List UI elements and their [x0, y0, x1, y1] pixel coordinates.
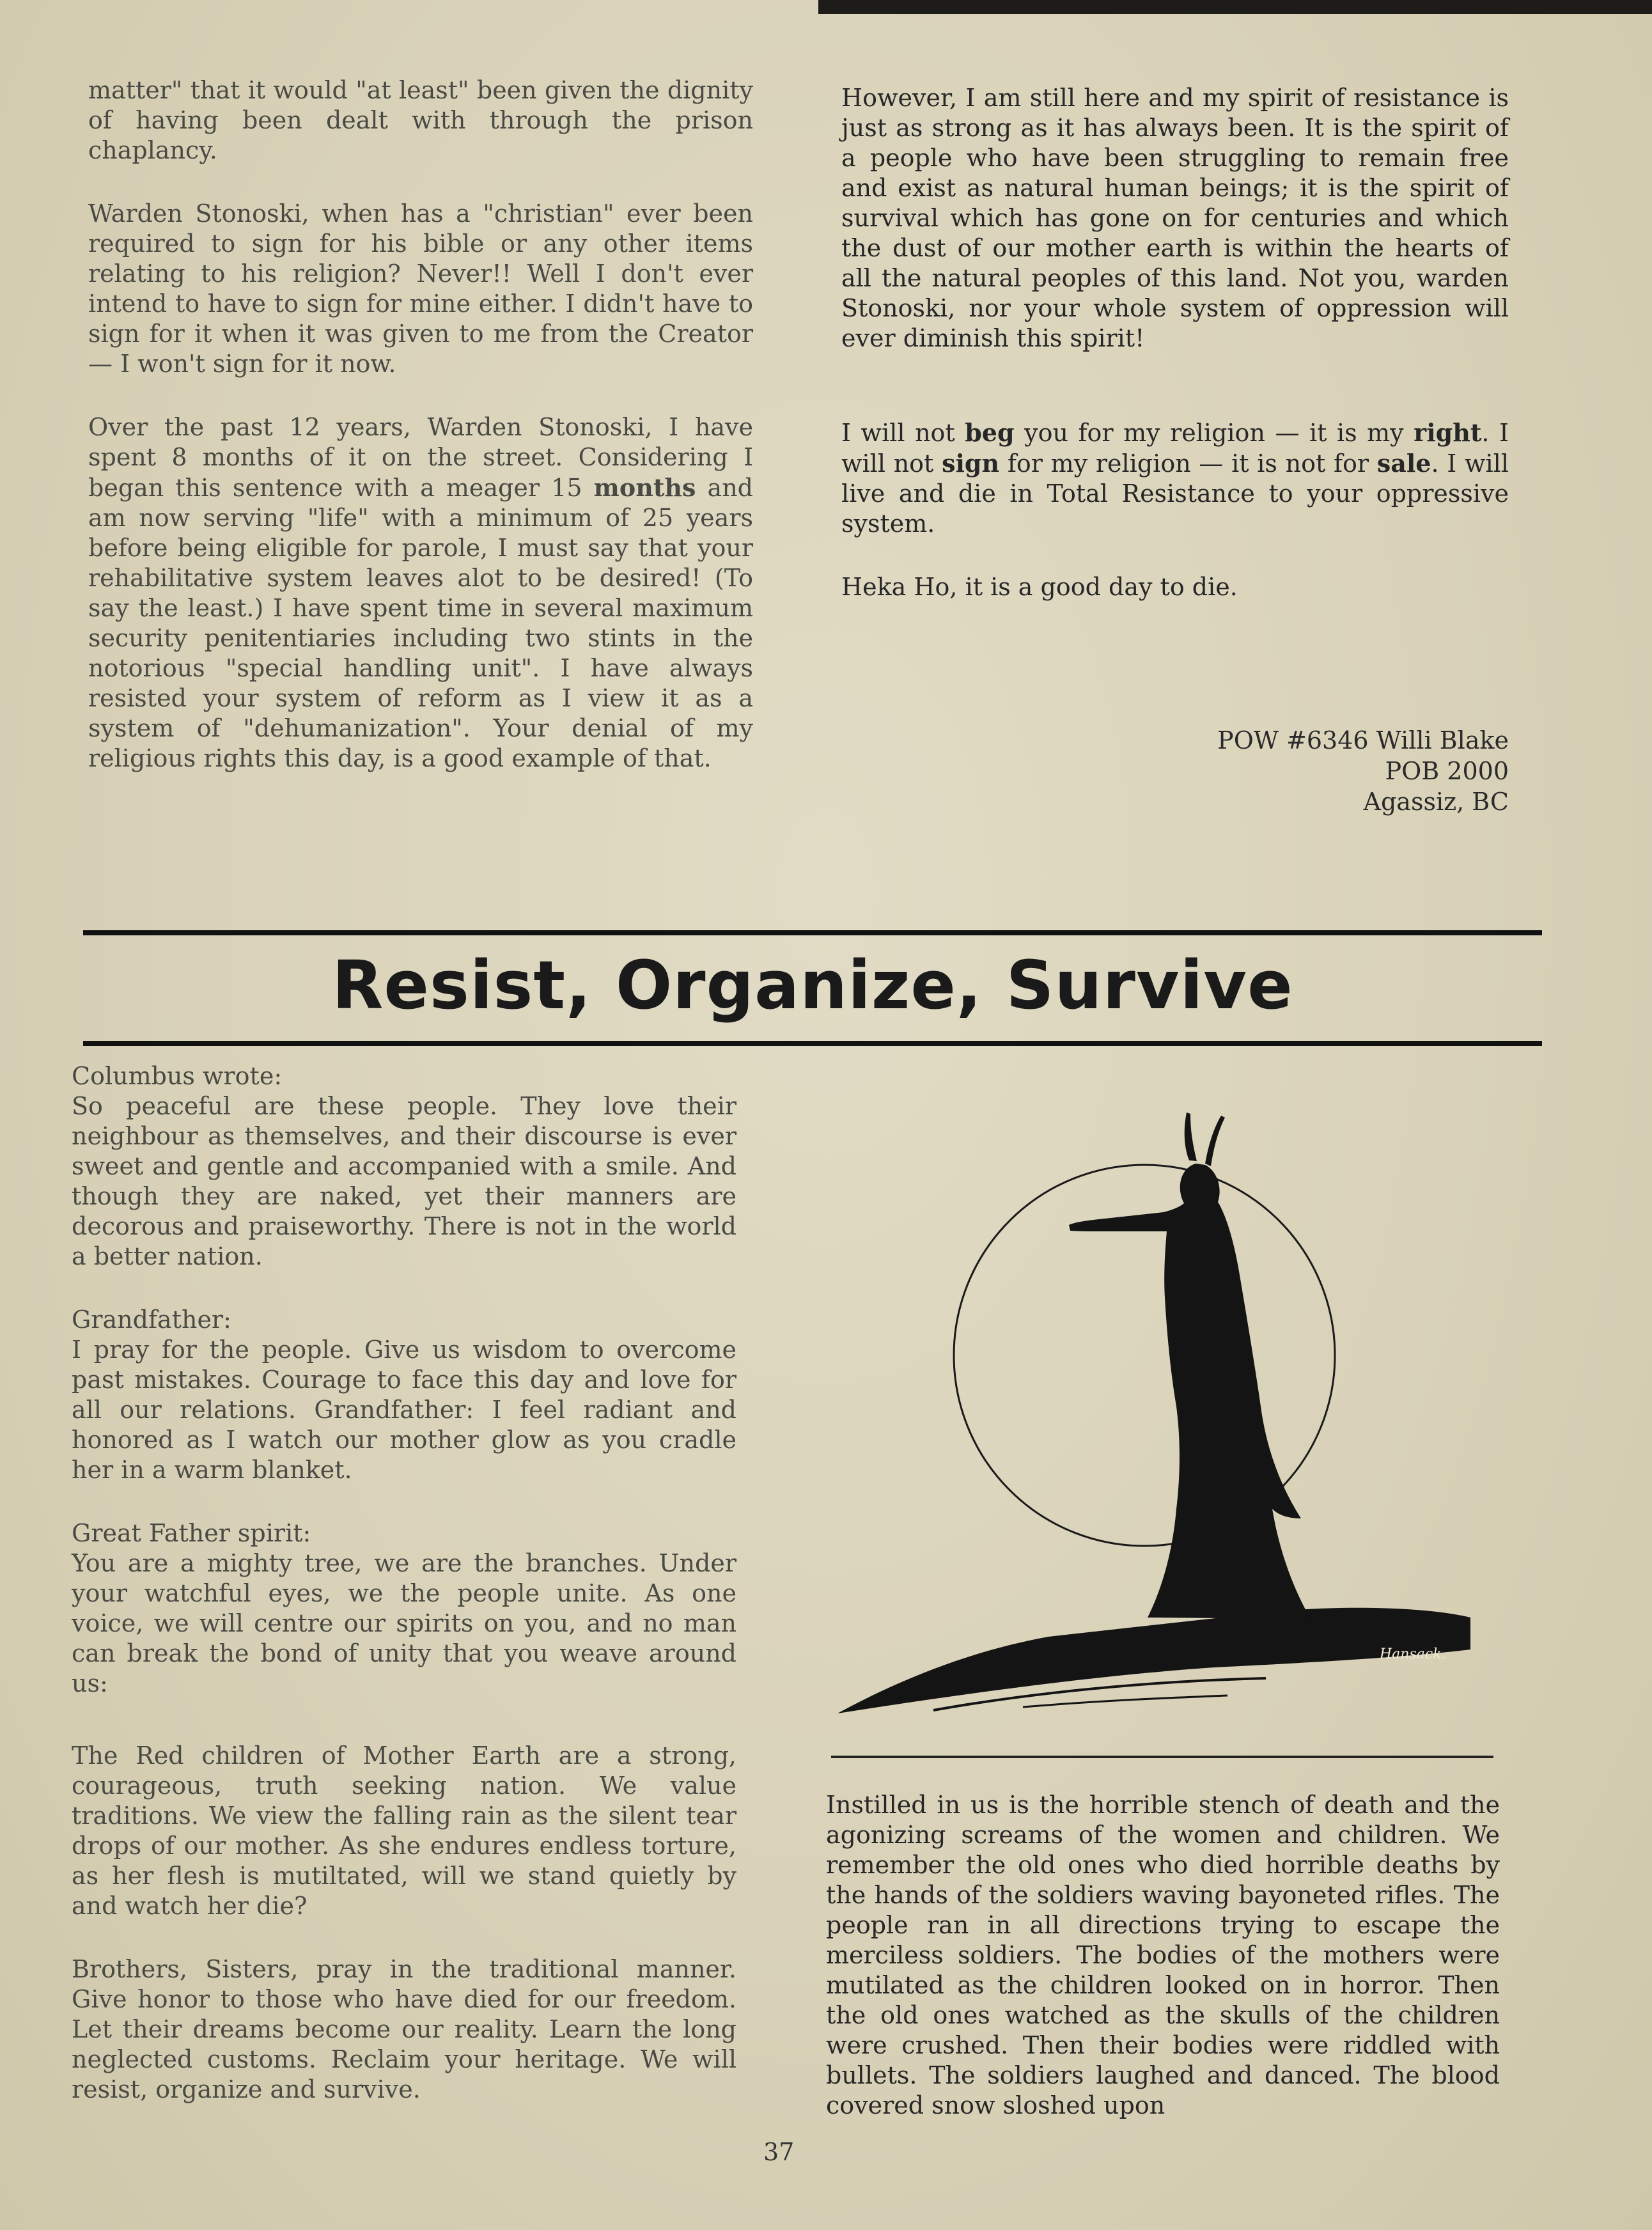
quote-label: Columbus wrote: — [72, 1062, 283, 1090]
headline-rule-bottom — [83, 1041, 1542, 1046]
letter-column-left — [88, 75, 753, 774]
signature-line: POB 2000 — [1385, 757, 1509, 785]
letter-column-right — [841, 83, 1509, 602]
text-run: I will not — [841, 419, 965, 447]
feather — [1185, 1112, 1197, 1161]
letter-paragraph: matter" that it would "at least" been given the dignity of having been dealt with through the prison chaplancy. — [88, 76, 753, 164]
text-run: for my religion — it is not for — [999, 449, 1377, 478]
text-run: . I will live and die in Total Resistance to your oppressive system. — [841, 449, 1509, 538]
quote-block — [72, 1518, 736, 1699]
signature-line: Agassiz, BC — [1363, 788, 1509, 816]
quote-label: Great Father spirit: — [72, 1519, 311, 1547]
article-paragraph: The Red children of Mother Earth are a strong, courageous, truth seeking nation. We value traditions. We view the falling rain as the silent tear drops of our mother. As she endures endless torture, as her flesh is mutiltated, will we stand quietly by and watch her die? — [72, 1742, 736, 1920]
text-run: you for my religion — it is my — [1014, 419, 1414, 447]
text-run: and am now serving "life" with a minimum of 25 years before being eligible for parole, I must say that your rehabilitative system leaves alot to be desired! (To say the least.) I have spent time in several maximum security penitentiaries including two stints in the notorious "special handling unit". I have always resisted your system of reform as I view it as a system of "dehumanization". Your denial of my religious rights this day, is a good example of that. — [88, 474, 753, 772]
quote-label: Grandfather: — [72, 1306, 231, 1334]
closing-line: Heka Ho, it is a good day to die. — [841, 573, 1238, 601]
warrior-silhouette-illustration — [831, 1100, 1502, 1726]
bold-word: beg — [965, 418, 1015, 447]
text-run: . I will not — [841, 419, 1509, 478]
illustration-rule — [831, 1756, 1493, 1758]
letter-paragraph: However, I am still here and my spirit of resistance is just as strong as it has always been. It is the spirit of a people who have been struggling to remain free and exist as natural human beings; it is the spirit of survival which has gone on for centuries and which the dust of our mother earth is within the hearts of all the natural peoples of this land. Not you, warden Stonoski, nor your whole system of oppression will ever diminish this spirit! — [841, 84, 1509, 352]
bold-word: sale — [1376, 449, 1431, 478]
ground-silhouette — [838, 1608, 1470, 1713]
headline: Resist, Organize, Survive — [332, 946, 1293, 1024]
scan-edge-bar — [818, 0, 1652, 14]
bold-word: sign — [942, 449, 1000, 478]
text-run: Over the past 12 years, Warden Stonoski, I have spent 8 months of it on the street. Considering I began this sentence with a meager 15 — [88, 413, 753, 502]
article-column-right — [826, 1790, 1500, 2121]
quote-text: I pray for the people. Give us wisdom to overcome past mistakes. Courage to face this day and love for all our relations. Grandfather: I feel radiant and honored as I watch our mother glow as you cradle her in a warm blanket. — [72, 1336, 736, 1484]
quote-text: You are a mighty tree, we are the branches. Under your watchful eyes, we the people unite. As one voice, we will centre our spirits on you, and no man can break the bond of unity that you weave around us: — [72, 1549, 736, 1697]
quote-block — [72, 1305, 736, 1485]
letter-paragraph — [841, 417, 1509, 539]
headline-rule-top — [83, 930, 1542, 935]
artist-signature: Hansack. — [1380, 1646, 1446, 1662]
article-paragraph: Instilled in us is the horrible stench of death and the agonizing screams of the women and children. We remember the old ones who died horrible deaths by the hands of the soldiers waving bayoneted rifles. The people ran in all directions trying to escape the merciless soldiers. The bodies of the mothers were mutilated as the children looked on in horror. Then the old ones watched as the skulls of the children were crushed. Then their bodies were riddled with bullets. The soldiers laughed and danced. The blood covered snow sloshed upon — [826, 1791, 1500, 2119]
ground-stroke — [1023, 1696, 1227, 1707]
author-signature — [1061, 725, 1509, 817]
signature-line: POW #6346 Willi Blake — [1217, 726, 1509, 754]
quote-block — [72, 1061, 736, 1272]
page-number: 37 — [763, 2138, 795, 2166]
quote-text: So peaceful are these people. They love their neighbour as themselves, and their discourse is ever sweet and gentle and accompanied with a smile. And though they are naked, yet their manners are decorous and praiseworthy. There is not in the world a better nation. — [72, 1092, 736, 1270]
article-column-left — [72, 1061, 736, 2105]
letter-paragraph — [88, 412, 753, 774]
bold-word: months — [593, 473, 696, 502]
warrior-figure — [1069, 1164, 1311, 1619]
feather — [1205, 1116, 1225, 1166]
letter-paragraph: Warden Stonoski, when has a "christian" ever been required to sign for his bible or any other items relating to his religion? Never!! Well I don't ever intend to have to sign for mine either. I didn't have to sign for it when it was given to me from the Creator — I won't sign for it now. — [88, 199, 753, 378]
bold-word: right — [1414, 418, 1482, 447]
article-paragraph: Brothers, Sisters, pray in the traditional manner. Give honor to those who have died for our freedom. Let their dreams become our reality. Learn the long neglected customs. Reclaim your heritage. We will resist, organize and survive. — [72, 1955, 736, 2103]
